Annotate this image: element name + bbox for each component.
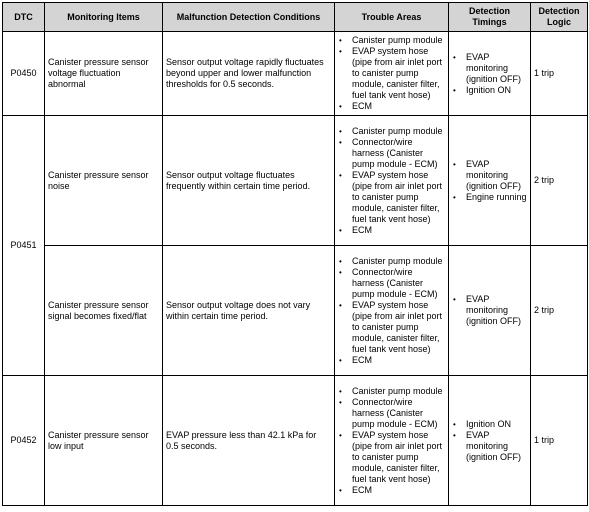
list-item: • Canister pump module (338, 386, 445, 397)
detection-condition: Sensor output voltage fluctuates frequently within certain time period. (163, 116, 335, 246)
table-row (3, 32, 588, 116)
header-detection-logic: Detection Logic (531, 3, 588, 32)
list-item: • Connector/wire harness (Canister pump module - ECM) (338, 397, 445, 430)
list-item: • Connector/wire harness (Canister pump module - ECM) (338, 137, 445, 170)
trouble-areas (335, 376, 449, 506)
list-item: • EVAP monitoring (ignition OFF) (452, 294, 527, 327)
table-row (3, 376, 588, 506)
detection-logic: 1 trip (531, 376, 588, 506)
list-item: • EVAP monitoring (ignition OFF) (452, 430, 527, 463)
list-item: • EVAP system hose (pipe from air inlet port to canister pump module, canister filter, fuel tank vent hose) (338, 300, 445, 355)
header-dtc: DTC (3, 3, 45, 32)
table-row (3, 246, 588, 376)
list-item: • EVAP system hose (pipe from air inlet port to canister pump module, canister filter, fuel tank vent hose) (338, 170, 445, 225)
dtc-code: P0451 (3, 116, 45, 376)
detection-condition: Sensor output voltage rapidly fluctuates beyond upper and lower malfunction thresholds for 0.5 seconds. (163, 32, 335, 116)
list-item: • Connector/wire harness (Canister pump module - ECM) (338, 267, 445, 300)
monitoring-item: Canister pressure sensor noise (45, 116, 163, 246)
list-item: • ECM (338, 355, 445, 366)
trouble-areas (335, 116, 449, 246)
list-item: • EVAP system hose (pipe from air inlet port to canister pump module, canister filter, fuel tank vent hose) (338, 46, 445, 101)
header-row (3, 3, 588, 32)
list-item: • EVAP system hose (pipe from air inlet port to canister pump module, canister filter, fuel tank vent hose) (338, 430, 445, 485)
dtc-table (2, 2, 588, 506)
dtc-code: P0452 (3, 376, 45, 506)
list-item: • Canister pump module (338, 126, 445, 137)
trouble-areas (335, 246, 449, 376)
monitoring-item: Canister pressure sensor voltage fluctuation abnormal (45, 32, 163, 116)
detection-logic: 2 trip (531, 116, 588, 246)
header-malfunction-conditions: Malfunction Detection Conditions (163, 3, 335, 32)
list-item: • Canister pump module (338, 256, 445, 267)
list-item: • EVAP monitoring (ignition OFF) (452, 52, 527, 85)
list-item: • Ignition ON (452, 85, 527, 96)
header-trouble-areas: Trouble Areas (335, 3, 449, 32)
list-item: • Engine running (452, 192, 527, 203)
detection-logic: 2 trip (531, 246, 588, 376)
detection-condition: EVAP pressure less than 42.1 kPa for 0.5 seconds. (163, 376, 335, 506)
list-item: • Canister pump module (338, 35, 445, 46)
list-item: • ECM (338, 485, 445, 496)
header-detection-timings: Detection Timings (449, 3, 531, 32)
detection-logic: 1 trip (531, 32, 588, 116)
detection-timings (449, 32, 531, 116)
dtc-code: P0450 (3, 32, 45, 116)
list-item: • EVAP monitoring (ignition OFF) (452, 159, 527, 192)
list-item: • Ignition ON (452, 419, 527, 430)
list-item: • ECM (338, 101, 445, 112)
trouble-areas (335, 32, 449, 116)
list-item: • ECM (338, 225, 445, 236)
detection-timings (449, 376, 531, 506)
table-row (3, 116, 588, 246)
detection-timings (449, 246, 531, 376)
monitoring-item: Canister pressure sensor low input (45, 376, 163, 506)
header-monitoring-items: Monitoring Items (45, 3, 163, 32)
detection-condition: Sensor output voltage does not vary within certain time period. (163, 246, 335, 376)
monitoring-item: Canister pressure sensor signal becomes fixed/flat (45, 246, 163, 376)
detection-timings (449, 116, 531, 246)
